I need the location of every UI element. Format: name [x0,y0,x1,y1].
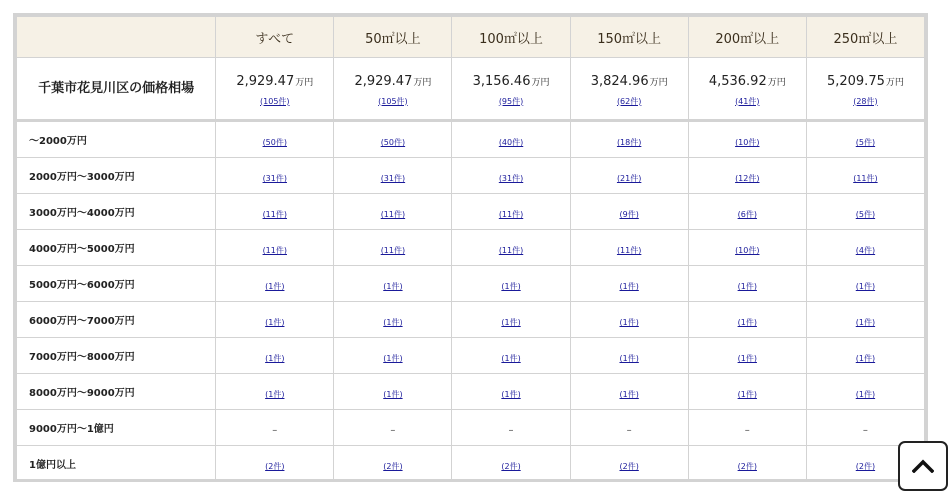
average-price-value [216,70,333,89]
listing-count-link[interactable]: (1件) [737,390,757,399]
scroll-to-top-button[interactable] [898,441,948,491]
table-header-row [17,17,925,58]
average-price-number: 2,929.47 [236,73,295,89]
average-count-link[interactable]: (41件) [735,96,760,106]
count-cell [334,446,452,482]
count-cell [806,266,924,302]
listing-count-link[interactable]: (1件) [855,282,876,291]
price-band-label: 5000万円～6000万円 [17,266,216,302]
listing-count-link[interactable]: (1件) [737,282,757,291]
count-cell [570,194,688,230]
listing-count-link[interactable]: (18件) [616,138,642,147]
listing-count-link[interactable]: (31件) [498,174,524,183]
count-cell [216,338,334,374]
count-cell [688,302,806,338]
listing-count-link[interactable]: (9件) [619,210,639,219]
listing-count-link[interactable]: (4件) [855,246,876,255]
listing-count-link[interactable]: (1件) [265,318,285,327]
count-cell [688,410,806,446]
listing-count-link[interactable]: (1件) [265,354,285,363]
average-price-cell [334,58,452,121]
count-cell [688,121,806,158]
column-header-250: 250㎡以上 [806,17,924,58]
average-count-link[interactable]: (105件) [378,96,408,106]
count-cell [806,230,924,266]
no-listing-dash: – [508,425,514,436]
count-cell [452,121,570,158]
listing-count-link[interactable]: (1件) [501,390,521,399]
count-cell [570,158,688,194]
count-cell [806,374,924,410]
listing-count-link[interactable]: (1件) [501,318,521,327]
average-price-cell [688,58,806,121]
table-row [17,410,925,446]
listing-count-link[interactable]: (1件) [265,390,285,399]
average-price-value [334,70,451,89]
average-price-cell [216,58,334,121]
listing-count-link[interactable]: (1件) [383,318,403,327]
table-row [17,158,925,194]
listing-count-link[interactable]: (1件) [737,354,757,363]
count-cell [570,410,688,446]
listing-count-link[interactable]: (21件) [616,174,642,183]
count-cell [334,121,452,158]
listing-count-link[interactable]: (11件) [380,210,406,219]
count-cell [806,194,924,230]
count-cell [216,266,334,302]
listing-count-link[interactable]: (12件) [735,174,760,183]
count-cell [216,158,334,194]
count-cell [216,374,334,410]
table-row [17,121,925,158]
listing-count-link[interactable]: (2件) [737,462,757,471]
average-price-value [571,70,688,89]
count-cell [688,230,806,266]
count-cell [216,230,334,266]
table-row [17,266,925,302]
listing-count-link[interactable]: (31件) [262,174,287,183]
average-price-value [807,70,924,89]
no-listing-dash: – [272,425,278,436]
count-cell [570,121,688,158]
listing-count-link[interactable]: (1件) [383,282,403,291]
average-price-row [17,58,925,121]
listing-count-link[interactable]: (1件) [855,354,876,363]
count-cell [334,302,452,338]
average-count-link[interactable]: (95件) [498,96,524,106]
count-cell [452,338,570,374]
count-cell [688,158,806,194]
count-cell [334,266,452,302]
table-row [17,302,925,338]
listing-count-link[interactable]: (11件) [498,210,524,219]
listing-count-link[interactable]: (11件) [262,246,287,255]
listing-count-link[interactable]: (11件) [380,246,406,255]
price-band-label: 4000万円～5000万円 [17,230,216,266]
average-price-value [689,70,806,89]
table-row [17,446,925,482]
average-price-cell [570,58,688,121]
listing-count-link[interactable]: (1件) [737,318,757,327]
average-price-number: 4,536.92 [708,73,767,89]
count-cell [688,194,806,230]
count-cell [334,338,452,374]
count-cell [216,302,334,338]
count-cell [688,446,806,482]
count-cell [216,194,334,230]
price-band-label: 7000万円～8000万円 [17,338,216,374]
count-cell [452,158,570,194]
listing-count-link[interactable]: (50件) [262,138,287,147]
listing-count-link[interactable]: (1件) [501,354,521,363]
table-row [17,230,925,266]
count-cell [334,194,452,230]
no-listing-dash: – [390,425,396,436]
count-cell [216,410,334,446]
count-cell [806,158,924,194]
count-cell [452,230,570,266]
average-price-cell [806,58,924,121]
listing-count-link[interactable]: (50件) [380,138,406,147]
listing-count-link[interactable]: (10件) [735,138,760,147]
table-row [17,194,925,230]
price-band-label: 8000万円～9000万円 [17,374,216,410]
header-corner-cell [17,17,216,58]
listing-count-link[interactable]: (11件) [262,210,287,219]
average-count-link[interactable]: (105件) [260,96,290,106]
price-band-label: 9000万円～1億円 [17,410,216,446]
count-cell [334,158,452,194]
average-price-unit: 万円 [649,77,668,88]
average-price-unit: 万円 [413,77,432,88]
listing-count-link[interactable]: (5件) [855,210,876,219]
count-cell [216,446,334,482]
no-listing-dash: – [744,425,750,436]
column-header-200: 200㎡以上 [688,17,806,58]
column-header-all: すべて [216,17,334,58]
count-cell [806,302,924,338]
listing-count-link[interactable]: (10件) [735,246,760,255]
price-band-label: 1億円以上 [17,446,216,482]
average-price-number: 5,209.75 [826,73,885,89]
count-cell [334,410,452,446]
count-cell [806,338,924,374]
average-price-number: 3,824.96 [590,73,649,89]
count-cell [452,302,570,338]
count-cell [452,446,570,482]
column-header-150: 150㎡以上 [570,17,688,58]
listing-count-link[interactable]: (1件) [383,390,403,399]
count-cell [688,374,806,410]
count-cell [806,121,924,158]
price-range-table [16,16,925,482]
average-price-unit: 万円 [767,77,786,88]
listing-count-link[interactable]: (40件) [498,138,524,147]
column-header-50: 50㎡以上 [334,17,452,58]
average-price-cell [452,58,570,121]
price-band-label: 3000万円～4000万円 [17,194,216,230]
average-price-unit: 万円 [295,77,314,88]
count-cell [570,266,688,302]
count-cell [688,338,806,374]
count-cell [452,266,570,302]
listing-count-link[interactable]: (1件) [619,354,639,363]
count-cell [570,338,688,374]
table-row [17,374,925,410]
column-header-100: 100㎡以上 [452,17,570,58]
listing-count-link[interactable]: (31件) [380,174,406,183]
table-row [17,338,925,374]
listing-count-link[interactable]: (1件) [383,354,403,363]
count-cell [570,446,688,482]
average-count-link[interactable]: (28件) [853,96,878,106]
price-band-label: 2000万円～3000万円 [17,158,216,194]
listing-count-link[interactable]: (2件) [855,462,876,471]
count-cell [452,374,570,410]
count-cell [452,410,570,446]
listing-count-link[interactable]: (2件) [265,462,285,471]
average-price-unit: 万円 [531,77,550,88]
listing-count-link[interactable]: (2件) [383,462,403,471]
listing-count-link[interactable]: (11件) [616,246,642,255]
average-price-number: 2,929.47 [354,73,413,89]
count-cell [334,374,452,410]
price-table-frame [13,13,928,482]
chevron-up-icon [912,459,934,473]
listing-count-link[interactable]: (11件) [498,246,524,255]
listing-count-link[interactable]: (1件) [619,390,639,399]
count-cell [570,230,688,266]
count-cell [334,230,452,266]
listing-count-link[interactable]: (6件) [737,210,757,219]
price-band-label: ～2000万円 [17,121,216,158]
count-cell [216,121,334,158]
price-band-label: 6000万円～7000万円 [17,302,216,338]
listing-count-link[interactable]: (1件) [855,390,876,399]
listing-count-link[interactable]: (1件) [501,282,521,291]
listing-count-link[interactable]: (2件) [501,462,521,471]
listing-count-link[interactable]: (5件) [855,138,876,147]
average-price-number: 3,156.46 [472,73,531,89]
listing-count-link[interactable]: (1件) [619,318,639,327]
count-cell [452,194,570,230]
average-count-link[interactable]: (62件) [616,96,642,106]
listing-count-link[interactable]: (11件) [853,174,878,183]
average-price-unit: 万円 [885,77,904,88]
listing-count-link[interactable]: (1件) [265,282,285,291]
listing-count-link[interactable]: (1件) [855,318,876,327]
no-listing-dash: – [626,425,632,436]
count-cell [688,266,806,302]
count-cell [570,374,688,410]
average-price-label: 千葉市花見川区の価格相場 [17,58,216,121]
count-cell [570,302,688,338]
average-price-value [452,70,569,89]
no-listing-dash: – [862,425,868,436]
listing-count-link[interactable]: (2件) [619,462,639,471]
listing-count-link[interactable]: (1件) [619,282,639,291]
